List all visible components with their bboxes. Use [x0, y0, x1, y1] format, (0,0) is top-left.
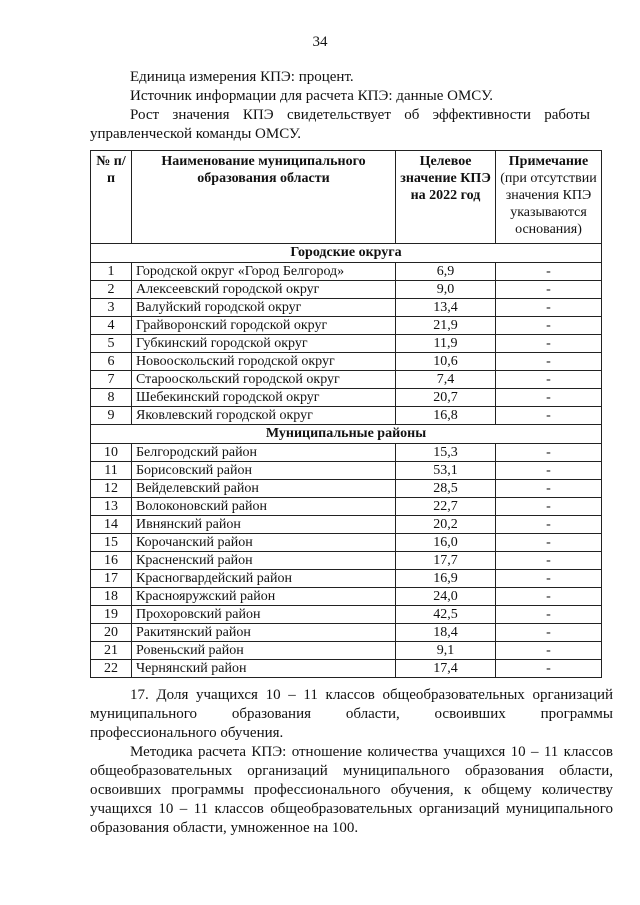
row-name: Новооскольский городской округ [132, 353, 396, 371]
row-number: 6 [91, 353, 132, 371]
row-value: 53,1 [396, 462, 496, 480]
row-value: 20,7 [396, 389, 496, 407]
table-row [91, 353, 602, 371]
row-name: Борисовский район [132, 462, 396, 480]
row-number: 7 [91, 371, 132, 389]
row-value: 10,6 [396, 353, 496, 371]
indicator-17-method: Методика расчета КПЭ: отношение количества учащихся 10 – 11 классов общеобразовательных организаций муниципального образования области, освоивших программы профессионального обучения, к общему количеству учащихся 10 – 11 классов общеобразовательных организаций муниципального образования области, умноженное на 100. [90, 744, 613, 836]
row-number: 18 [91, 588, 132, 606]
table-row [91, 281, 602, 299]
table-row [91, 516, 602, 534]
row-value: 28,5 [396, 480, 496, 498]
row-value: 21,9 [396, 317, 496, 335]
section-title: Муниципальные районы [91, 425, 602, 444]
row-value: 17,4 [396, 660, 496, 678]
row-name: Красненский район [132, 552, 396, 570]
row-note: - [496, 371, 602, 389]
row-name: Чернянский район [132, 660, 396, 678]
row-name: Корочанский район [132, 534, 396, 552]
row-value: 20,2 [396, 516, 496, 534]
table-row [91, 642, 602, 660]
row-value: 16,0 [396, 534, 496, 552]
row-value: 7,4 [396, 371, 496, 389]
intro-unit: Единица измерения КПЭ: процент. [130, 69, 354, 85]
section-row [91, 425, 602, 444]
indicator-17-title: 17. Доля учащихся 10 – 11 классов общеобразовательных организаций муниципального образования области, освоивших программы профессионального обучения. [90, 687, 613, 741]
row-note: - [496, 281, 602, 299]
row-note: - [496, 516, 602, 534]
row-number: 4 [91, 317, 132, 335]
row-value: 6,9 [396, 263, 496, 281]
row-value: 9,1 [396, 642, 496, 660]
outro-block [90, 686, 613, 838]
row-name: Яковлевский городской округ [132, 407, 396, 425]
table-row [91, 534, 602, 552]
table-header-row [91, 151, 602, 244]
row-name: Алексеевский городской округ [132, 281, 396, 299]
row-number: 8 [91, 389, 132, 407]
row-note: - [496, 588, 602, 606]
row-name: Ивнянский район [132, 516, 396, 534]
table-row [91, 606, 602, 624]
row-name: Вейделевский район [132, 480, 396, 498]
row-note: - [496, 660, 602, 678]
row-value: 11,9 [396, 335, 496, 353]
header-note [496, 151, 602, 244]
row-value: 24,0 [396, 588, 496, 606]
header-value: Целевое значение КПЭ на 2022 год [396, 151, 496, 244]
row-value: 16,8 [396, 407, 496, 425]
row-number: 20 [91, 624, 132, 642]
row-note: - [496, 498, 602, 516]
page-number: 34 [312, 34, 328, 50]
intro-growth: Рост значения КПЭ свидетельствует об эффективности работы управленческой команды ОМСУ. [90, 107, 590, 142]
table-row [91, 588, 602, 606]
table-row [91, 444, 602, 462]
row-note: - [496, 624, 602, 642]
row-number: 12 [91, 480, 132, 498]
table-row [91, 299, 602, 317]
row-name: Красногвардейский район [132, 570, 396, 588]
row-note: - [496, 407, 602, 425]
row-value: 16,9 [396, 570, 496, 588]
row-name: Ровеньский район [132, 642, 396, 660]
header-num: № п/п [91, 151, 132, 244]
row-note: - [496, 642, 602, 660]
row-number: 10 [91, 444, 132, 462]
table-row [91, 660, 602, 678]
row-value: 9,0 [396, 281, 496, 299]
table-row [91, 317, 602, 335]
row-number: 16 [91, 552, 132, 570]
kpi-table [90, 150, 602, 678]
row-note: - [496, 534, 602, 552]
section-title: Городские округа [91, 244, 602, 263]
table-row [91, 624, 602, 642]
row-number: 14 [91, 516, 132, 534]
table-row [91, 462, 602, 480]
row-note: - [496, 299, 602, 317]
table-row [91, 498, 602, 516]
row-name: Старооскольский городской округ [132, 371, 396, 389]
row-note: - [496, 444, 602, 462]
row-note: - [496, 480, 602, 498]
row-value: 15,3 [396, 444, 496, 462]
header-name: Наименование муниципального образования области [132, 151, 396, 244]
row-value: 13,4 [396, 299, 496, 317]
row-number: 19 [91, 606, 132, 624]
table-row [91, 407, 602, 425]
row-value: 18,4 [396, 624, 496, 642]
row-note: - [496, 606, 602, 624]
row-note: - [496, 389, 602, 407]
row-number: 11 [91, 462, 132, 480]
row-name: Прохоровский район [132, 606, 396, 624]
table-row [91, 263, 602, 281]
row-number: 1 [91, 263, 132, 281]
row-value: 17,7 [396, 552, 496, 570]
row-note: - [496, 552, 602, 570]
row-name: Валуйский городской округ [132, 299, 396, 317]
row-note: - [496, 263, 602, 281]
row-name: Белгородский район [132, 444, 396, 462]
row-number: 5 [91, 335, 132, 353]
row-value: 42,5 [396, 606, 496, 624]
row-number: 15 [91, 534, 132, 552]
section-row [91, 244, 602, 263]
row-number: 13 [91, 498, 132, 516]
intro-source: Источник информации для расчета КПЭ: данные ОМСУ. [130, 88, 494, 104]
row-value: 22,7 [396, 498, 496, 516]
table-row [91, 552, 602, 570]
intro-block [90, 68, 590, 144]
table-row [91, 480, 602, 498]
row-number: 22 [91, 660, 132, 678]
row-number: 17 [91, 570, 132, 588]
row-note: - [496, 335, 602, 353]
header-note-title: Примечание [508, 154, 589, 169]
table-row [91, 335, 602, 353]
row-name: Ракитянский район [132, 624, 396, 642]
row-name: Городской округ «Город Белгород» [132, 263, 396, 281]
row-note: - [496, 317, 602, 335]
row-number: 9 [91, 407, 132, 425]
row-name: Грайворонский городской округ [132, 317, 396, 335]
header-note-sub: (при отсутствии значения КПЭ указываются основания) [500, 171, 597, 237]
table-row [91, 371, 602, 389]
row-number: 2 [91, 281, 132, 299]
row-note: - [496, 353, 602, 371]
row-note: - [496, 570, 602, 588]
row-name: Краснояружский район [132, 588, 396, 606]
row-name: Волоконовский район [132, 498, 396, 516]
table-row [91, 389, 602, 407]
row-number: 3 [91, 299, 132, 317]
row-name: Шебекинский городской округ [132, 389, 396, 407]
table-row [91, 570, 602, 588]
row-note: - [496, 462, 602, 480]
row-name: Губкинский городской округ [132, 335, 396, 353]
row-number: 21 [91, 642, 132, 660]
table-body [91, 244, 602, 678]
